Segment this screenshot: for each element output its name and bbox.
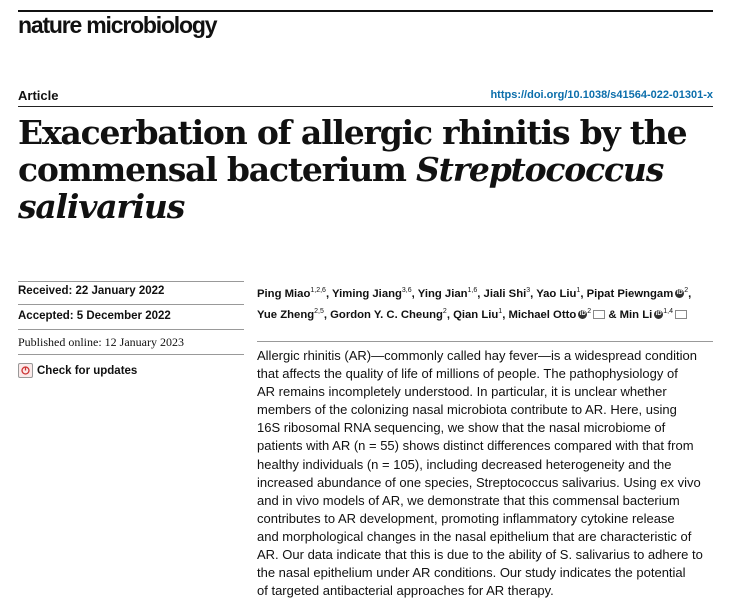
header-rule bbox=[18, 106, 713, 107]
author-list: Ping Miao$^{1,2,6}$, Yiming Jiang$^{3,6}$, Ying Jian$^{1,6}$, Jiali Shi$^3$, Yao Liu$^1$, Pipat Piewngam iD $^2$, Yue Zheng$^{2,5}$, Gordon Y. C. Cheung$^2$, Qian Liu$^1$, Michael Otto iD $^2$ & Min Li iD $^{1,4}$ bbox=[257, 287, 692, 321]
abstract-line: members of the colonizing nasal microbiota contribute to AR. Here, using bbox=[257, 402, 677, 418]
check-updates-label: Check for updates bbox=[37, 364, 138, 377]
abstract-line: and morphological changes in the nasal epithelium that are characteristic of bbox=[257, 528, 692, 544]
author-name-text: Ping Miao bbox=[257, 287, 311, 300]
abstract-line: contributes to AR development, promoting inflammatory cytokine release bbox=[257, 510, 675, 526]
author-name[interactable] bbox=[453, 309, 502, 321]
mail-icon[interactable] bbox=[675, 310, 687, 319]
journal-name[interactable]: nature microbiology bbox=[18, 12, 217, 38]
accepted-date: Accepted: 5 December 2022 bbox=[18, 310, 171, 322]
meta-divider bbox=[18, 329, 244, 330]
author-affiliation: 1 bbox=[498, 307, 503, 315]
author-affiliation: 2 bbox=[442, 307, 447, 315]
author-affiliation: 3,6 bbox=[401, 287, 412, 294]
abstract-rule bbox=[257, 341, 713, 342]
author-name-text: Gordon Y. C. Cheung bbox=[330, 308, 443, 321]
meta-divider bbox=[18, 281, 244, 282]
meta-divider bbox=[18, 304, 244, 305]
author-affiliation: 2,5 bbox=[314, 307, 324, 315]
author-name[interactable] bbox=[620, 309, 687, 321]
author-name[interactable] bbox=[257, 288, 326, 300]
abstract-line: 16S ribosomal RNA sequencing, we show that the nasal microbiome of bbox=[257, 420, 666, 436]
abstract-line: and in vivo models of AR, we demonstrate that this commensal bacterium bbox=[257, 492, 680, 508]
orcid-icon[interactable]: iD bbox=[655, 311, 662, 318]
received-date: Received: 22 January 2022 bbox=[18, 285, 165, 297]
author-name[interactable] bbox=[330, 309, 447, 321]
author-name[interactable] bbox=[484, 288, 531, 300]
author-affiliation: 3 bbox=[526, 287, 531, 294]
check-for-updates-button[interactable] bbox=[18, 363, 137, 378]
author-affiliation: 1,2,6 bbox=[310, 287, 326, 294]
meta-divider bbox=[18, 354, 244, 355]
abstract-line: that affects the quality of life of millions of people. The pathophysiology of bbox=[257, 366, 678, 382]
title-line-2: commensal bacterium bbox=[18, 150, 417, 189]
author-name[interactable] bbox=[536, 288, 580, 300]
abstract-line: increased abundance of one species, Streptococcus salivarius. Using ex vivo bbox=[257, 474, 701, 490]
author-affiliation: 2 bbox=[684, 287, 689, 294]
author-name-text: Pipat Piewngam bbox=[586, 287, 674, 300]
abstract-line: healthy individuals (n = 105), including decreased heterogeneity and the bbox=[257, 456, 672, 472]
author-name[interactable] bbox=[257, 309, 324, 321]
doi-link[interactable]: https://doi.org/10.1038/s41564-022-01301-x bbox=[490, 89, 713, 101]
abstract-line: patients with AR (n = 55) shows distinct differences compared with that from bbox=[257, 438, 694, 454]
author-name[interactable] bbox=[418, 288, 478, 300]
author-affiliation: 1 bbox=[576, 287, 581, 294]
author-affiliation: 1,6 bbox=[467, 287, 478, 294]
published-date: Published online: 12 January 2023 bbox=[18, 335, 184, 349]
author-affiliation: 1,4 bbox=[663, 307, 673, 315]
abstract bbox=[257, 347, 719, 600]
check-updates-icon bbox=[18, 363, 33, 378]
author-name-text: Jiali Shi bbox=[483, 287, 527, 300]
abstract-line: the nasal epithelium under AR conditions. Our study indicates the potential bbox=[257, 565, 686, 581]
title-line-1: Exacerbation of allergic rhinitis by the bbox=[18, 113, 687, 152]
abstract-line: of targeted antibacterial approaches for AR therapy. bbox=[257, 583, 554, 599]
author-name-text: Yue Zheng bbox=[257, 308, 315, 321]
author-name-text: Min Li bbox=[619, 308, 653, 321]
article-type-label: Article bbox=[18, 88, 59, 103]
article-title bbox=[18, 114, 708, 225]
mail-icon[interactable] bbox=[593, 310, 605, 319]
author-name-text: Ying Jian bbox=[417, 287, 468, 300]
author-name[interactable] bbox=[587, 288, 689, 300]
author-name-text: Yao Liu bbox=[536, 287, 577, 300]
orcid-icon[interactable]: iD bbox=[579, 311, 586, 318]
author-affiliation: 2 bbox=[587, 307, 592, 315]
title-line-3-italic: salivarius bbox=[18, 187, 185, 226]
abstract-line: Allergic rhinitis (AR)—commonly called hay fever—is a widespread condition bbox=[257, 348, 698, 363]
abstract-line: AR remains incompletely understood. In particular, it is unclear whether bbox=[257, 384, 667, 400]
title-line-2-italic: Streptococcus bbox=[416, 150, 664, 189]
author-name-text: Yiming Jiang bbox=[332, 287, 402, 300]
abstract-line: AR. Our data indicate that this is due to the ability of S. salivarius to adhere to bbox=[257, 547, 703, 563]
author-name[interactable] bbox=[332, 288, 412, 300]
author-name-text: Michael Otto bbox=[508, 308, 577, 321]
author-name-text: Qian Liu bbox=[453, 308, 499, 321]
orcid-icon[interactable]: iD bbox=[676, 290, 683, 297]
author-name[interactable] bbox=[508, 309, 605, 321]
